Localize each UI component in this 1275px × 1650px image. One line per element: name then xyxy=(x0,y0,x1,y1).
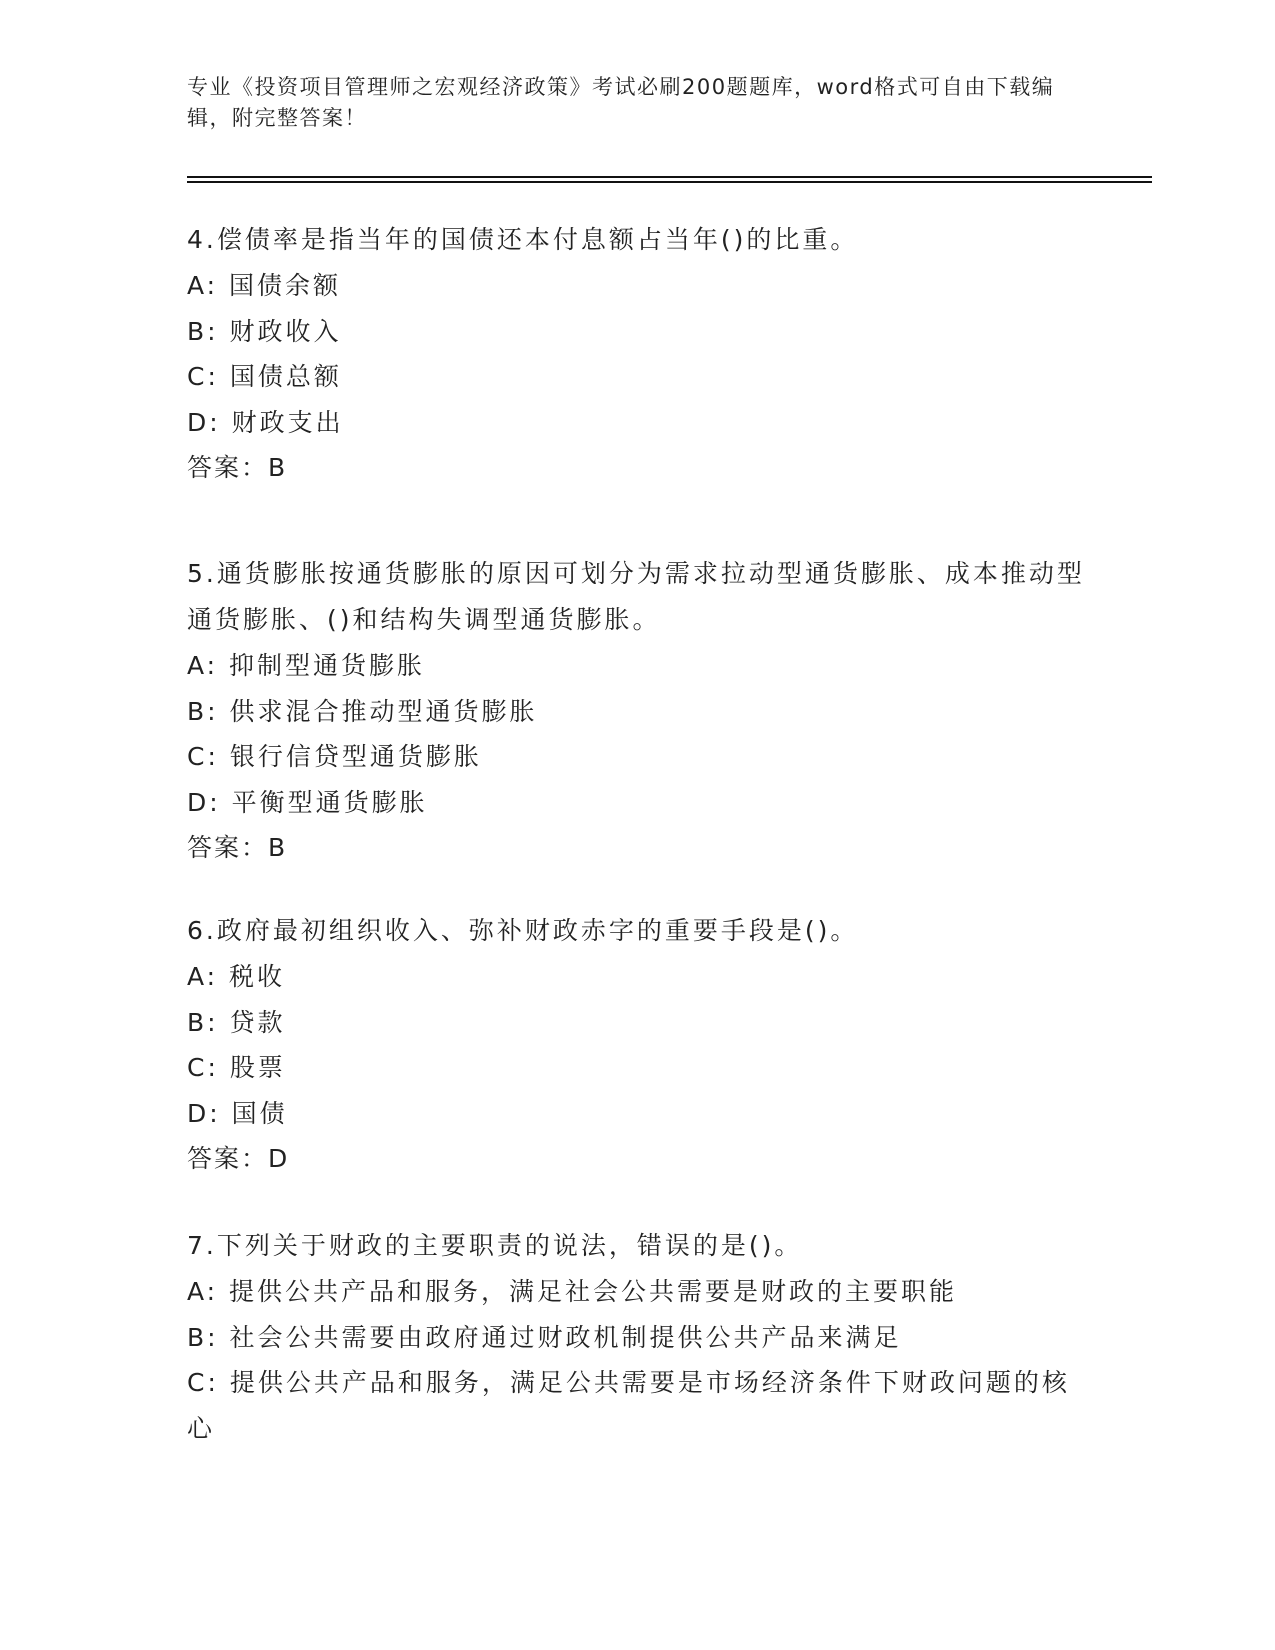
option-b: B: 贷款 xyxy=(187,1007,286,1037)
option-b: B: 社会公共需要由政府通过财政机制提供公共产品来满足 xyxy=(187,1322,902,1352)
answer: 答案：B xyxy=(187,833,288,862)
question-4 xyxy=(187,217,1087,490)
option-c: C: 国债总额 xyxy=(187,362,342,391)
question-5 xyxy=(187,551,1087,870)
option-d: D: 财政支出 xyxy=(187,407,344,437)
option-b: B: 财政收入 xyxy=(187,316,342,346)
question-stem: 7.下列关于财政的主要职责的说法，错误的是()。 xyxy=(187,1231,803,1260)
header-divider-top xyxy=(187,176,1152,178)
option-b: B: 供求混合推动型通货膨胀 xyxy=(187,696,538,726)
document-header: 专业《投资项目管理师之宏观经济政策》考试必刷200题题库，word格式可自由下载编辑，附完整答案！ xyxy=(187,75,1055,130)
question-stem: 4.偿债率是指当年的国债还本付息额占当年()的比重。 xyxy=(187,225,859,254)
question-stem: 5.通货膨胀按通货膨胀的原因可划分为需求拉动型通货膨胀、成本推动型通货膨胀、()和结构失调型通货膨胀。 xyxy=(187,559,1085,634)
option-c: C: 提供公共产品和服务，满足公共需要是市场经济条件下财政问题的核心 xyxy=(187,1368,1070,1443)
answer: 答案：B xyxy=(187,453,288,482)
option-a: A: 提供公共产品和服务，满足社会公共需要是财政的主要职能 xyxy=(187,1277,958,1306)
option-a: A: 税收 xyxy=(187,962,286,991)
question-stem: 6.政府最初组织收入、弥补财政赤字的重要手段是()。 xyxy=(187,916,859,945)
question-6 xyxy=(187,908,1087,1181)
answer: 答案：D xyxy=(187,1144,290,1173)
option-a: A: 抑制型通货膨胀 xyxy=(187,651,426,680)
option-c: C: 银行信贷型通货膨胀 xyxy=(187,742,482,771)
option-d: D: 平衡型通货膨胀 xyxy=(187,787,428,817)
question-7 xyxy=(187,1223,1087,1451)
option-a: A: 国债余额 xyxy=(187,271,342,300)
option-d: D: 国债 xyxy=(187,1098,288,1128)
header-divider-bottom xyxy=(187,181,1152,183)
option-c: C: 股票 xyxy=(187,1053,286,1082)
